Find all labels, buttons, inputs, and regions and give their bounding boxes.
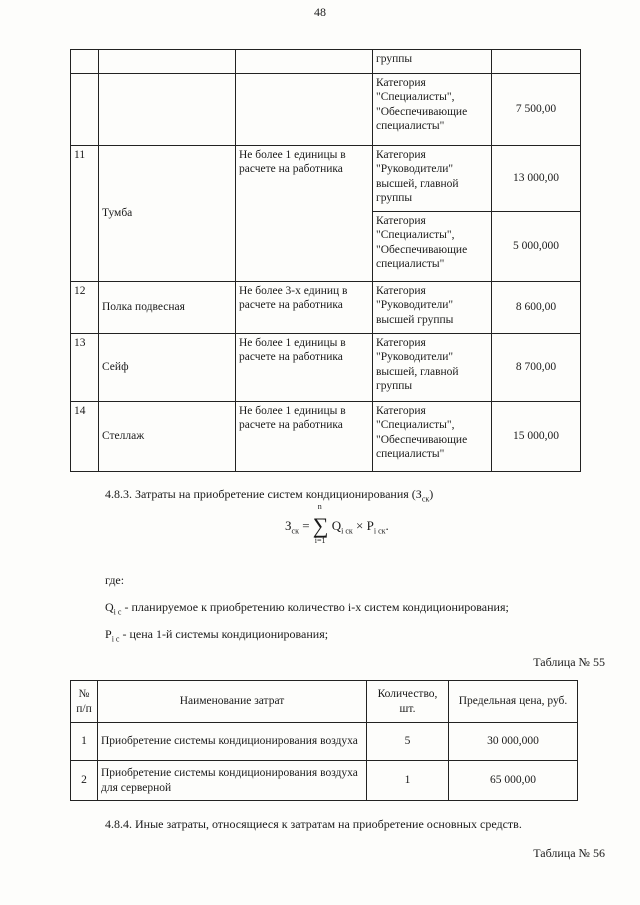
price-cell: 30 000,000 bbox=[449, 723, 578, 761]
page-number: 48 bbox=[314, 5, 326, 19]
expense-name: Приобретение системы кондиционирования воздуха bbox=[98, 723, 367, 761]
table-row bbox=[71, 723, 578, 761]
header-qty: Количество, шт. bbox=[367, 681, 449, 723]
table-row bbox=[71, 761, 578, 801]
row-number: 1 bbox=[71, 723, 98, 761]
table-55-caption: Таблица № 55 bbox=[533, 655, 605, 669]
norm-cell: Не более 1 единицы в расчете на работника bbox=[236, 146, 373, 282]
price-cell: 8 600,00 bbox=[492, 282, 581, 334]
furniture-table bbox=[70, 49, 581, 472]
table-row bbox=[71, 50, 581, 74]
row-number: 2 bbox=[71, 761, 98, 801]
item-name: Сейф bbox=[99, 334, 236, 402]
price-cell: 8 700,00 bbox=[492, 334, 581, 402]
price-cell: 65 000,00 bbox=[449, 761, 578, 801]
row-number: 14 bbox=[71, 402, 99, 472]
table-row bbox=[71, 282, 581, 334]
item-name: Стеллаж bbox=[99, 402, 236, 472]
item-name: Тумба bbox=[99, 146, 236, 282]
quantity-cell: 5 bbox=[367, 723, 449, 761]
category-cell: Категория "Руководители" высшей, главной группы bbox=[373, 334, 492, 402]
table-row bbox=[71, 402, 581, 472]
formula: $З_{ск}$ = n ∑ i=1 $Q_{i ск} \times P_{i ск}$. bbox=[285, 502, 389, 545]
table-row bbox=[71, 74, 581, 146]
section-4-8-3-heading: 4.8.3. Затраты на приобретение систем кондиционирования $(З_{ск})$ bbox=[105, 487, 434, 504]
norm-cell: Не более 1 единицы в расчете на работника bbox=[236, 334, 373, 402]
category-cell: Категория "Специалисты", "Обеспечивающие специалисты" bbox=[373, 74, 492, 146]
table-row bbox=[71, 146, 581, 212]
quantity-cell: 1 bbox=[367, 761, 449, 801]
section-4-8-4-heading: 4.8.4. Иные затраты, относящиеся к затратам на приобретение основных средств. bbox=[105, 817, 522, 831]
table-header bbox=[71, 681, 578, 723]
category-cell: Категория "Специалисты", "Обеспечивающие специалисты" bbox=[373, 212, 492, 282]
price-cell: 5 000,000 bbox=[492, 212, 581, 282]
table-56-caption: Таблица № 56 bbox=[533, 846, 605, 860]
category-cell: Категория "Специалисты", "Обеспечивающие специалисты" bbox=[373, 402, 492, 472]
category-cell: Категория "Руководители" высшей, главной группы bbox=[373, 146, 492, 212]
price-cell: 13 000,00 bbox=[492, 146, 581, 212]
definition-q: $Q_{i с}$ - планируемое к приобретению количество i-х систем кондиционирования; bbox=[105, 600, 509, 617]
expense-name: Приобретение системы кондиционирования воздуха для серверной bbox=[98, 761, 367, 801]
item-name: Полка подвесная bbox=[99, 282, 236, 334]
header-name: Наименование затрат bbox=[98, 681, 367, 723]
definition-p: $P_{i с}$ - цена 1-й системы кондиционирования; bbox=[105, 627, 329, 644]
norm-cell: Не более 1 единицы в расчете на работника bbox=[236, 402, 373, 472]
row-number: 12 bbox=[71, 282, 99, 334]
header-price: Предельная цена, руб. bbox=[449, 681, 578, 723]
norm-cell: Не более 3-х единиц в расчете на работника bbox=[236, 282, 373, 334]
where-label: где: bbox=[105, 573, 125, 587]
air-conditioning-table bbox=[70, 680, 578, 801]
category-cell: группы bbox=[373, 50, 492, 74]
table-row bbox=[71, 334, 581, 402]
row-number: 11 bbox=[71, 146, 99, 282]
price-cell: 15 000,00 bbox=[492, 402, 581, 472]
price-cell: 7 500,00 bbox=[492, 74, 581, 146]
row-number: 13 bbox=[71, 334, 99, 402]
header-num: № п/п bbox=[71, 681, 98, 723]
category-cell: Категория "Руководители" высшей группы bbox=[373, 282, 492, 334]
